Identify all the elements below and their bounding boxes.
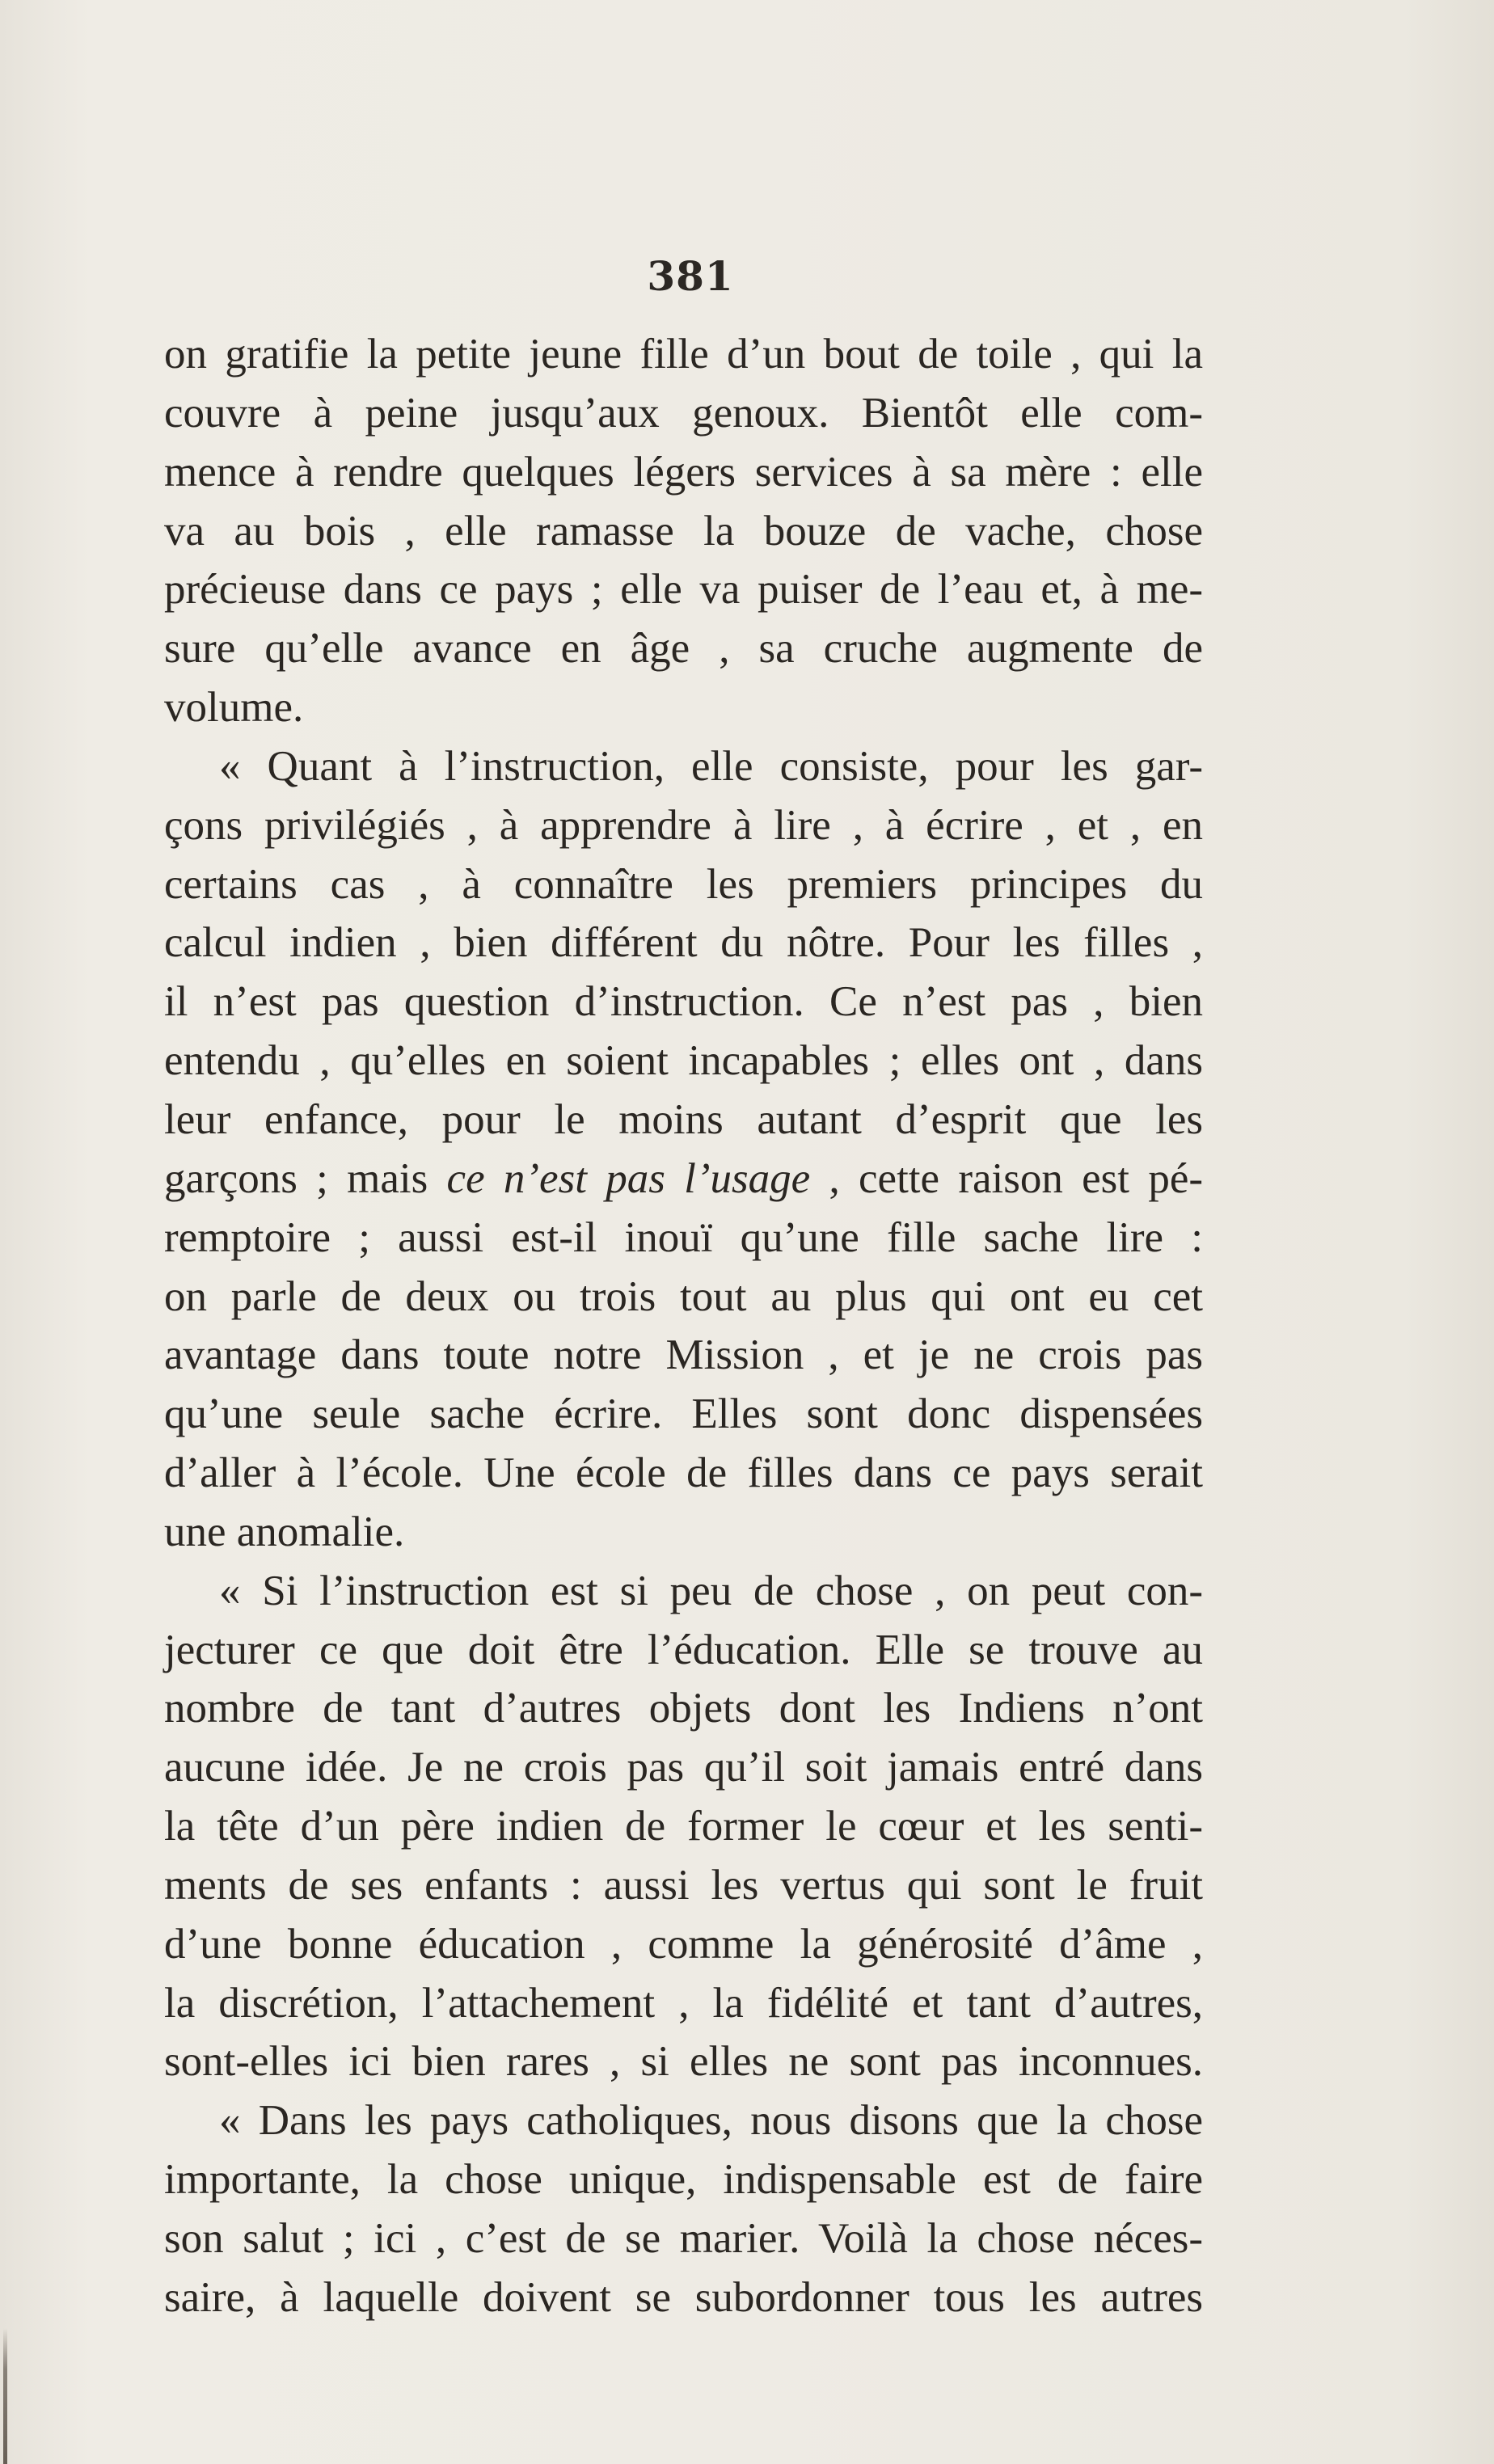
text-line: il n’est pas question d’instruction. Ce n’est pas , bien <box>164 978 1203 1026</box>
paragraph-end-line: volume. <box>164 684 304 732</box>
text-segment: , cette raison est pé- <box>810 1154 1203 1202</box>
paragraph-start-line: « Si l’instruction est si peu de chose , on peut con- <box>219 1567 1203 1614</box>
text-line: sure qu’elle avance en âge , sa cruche augmente de <box>164 625 1203 673</box>
text-line: mence à rendre quelques légers services à sa mère : elle <box>164 448 1203 496</box>
text-line: importante, la chose unique, indispensable est de faire <box>164 2156 1203 2204</box>
text-line: la discrétion, l’attachement , la fidélité et tant d’autres, <box>164 1979 1203 2027</box>
text-line: on gratifie la petite jeune fille d’un bout de toile , qui la <box>164 331 1203 378</box>
text-line: calcul indien , bien différent du nôtre. Pour les filles , <box>164 919 1203 967</box>
italic-phrase: ce n’est pas l’usage <box>446 1154 811 1202</box>
text-line: çons privilégiés , à apprendre à lire , à écrire , et , en <box>164 801 1203 849</box>
body-text <box>164 325 1203 2327</box>
text-line: qu’une seule sache écrire. Elles sont donc dispensées <box>164 1390 1203 1438</box>
text-line: certains cas , à connaître les premiers principes du <box>164 860 1203 908</box>
text-line: la tête d’un père indien de former le cœur et les senti- <box>164 1803 1203 1850</box>
text-line-with-italic <box>164 1150 1203 1209</box>
text-line: saire, à laquelle doivent se subordonner tous les autres <box>164 2273 1203 2321</box>
text-line: aucune idée. Je ne crois pas qu’il soit jamais entré dans <box>164 1744 1203 1791</box>
text-line: précieuse dans ce pays ; elle va puiser de l’eau et, à me- <box>164 566 1203 614</box>
text-line: couvre à peine jusqu’aux genoux. Bientôt elle com- <box>164 389 1203 437</box>
text-line: d’aller à l’école. Une école de filles dans ce pays serait <box>164 1449 1203 1497</box>
text-line: va au bois , elle ramasse la bouze de vache, chose <box>164 507 1203 555</box>
binding-edge <box>3 2328 7 2464</box>
text-line: ments de ses enfants : aussi les vertus qui sont le fruit <box>164 1861 1203 1909</box>
paragraph-start-line: « Dans les pays catholiques, nous disons que la chose <box>219 2097 1203 2145</box>
text-line: d’une bonne éducation , comme la générosité d’âme , <box>164 1920 1203 1968</box>
page-number: 381 <box>647 252 734 300</box>
paragraph-start-line: « Quant à l’instruction, elle consiste, pour les gar- <box>219 742 1203 790</box>
text-line: leur enfance, pour le moins autant d’esprit que les <box>164 1095 1203 1143</box>
text-line: jecturer ce que doit être l’éducation. Elle se trouve au <box>164 1626 1203 1673</box>
text-line: avantage dans toute notre Mission , et je ne crois pas <box>164 1331 1203 1379</box>
text-segment: garçons ; mais <box>164 1154 447 1202</box>
paragraph-end-line: sont-elles ici bien rares , si elles ne sont pas inconnues. <box>164 2038 1203 2086</box>
text-line: on parle de deux ou trois tout au plus qui ont eu cet <box>164 1272 1203 1320</box>
text-line: entendu , qu’elles en soient incapables ; elles ont , dans <box>164 1037 1203 1085</box>
paragraph-end-line: une anomalie. <box>164 1508 405 1555</box>
text-line: son salut ; ici , c’est de se marier. Voilà la chose néces- <box>164 2215 1203 2262</box>
text-line: nombre de tant d’autres objets dont les Indiens n’ont <box>164 1685 1203 1732</box>
text-line: remptoire ; aussi est-il inouï qu’une fille sache lire : <box>164 1213 1203 1261</box>
